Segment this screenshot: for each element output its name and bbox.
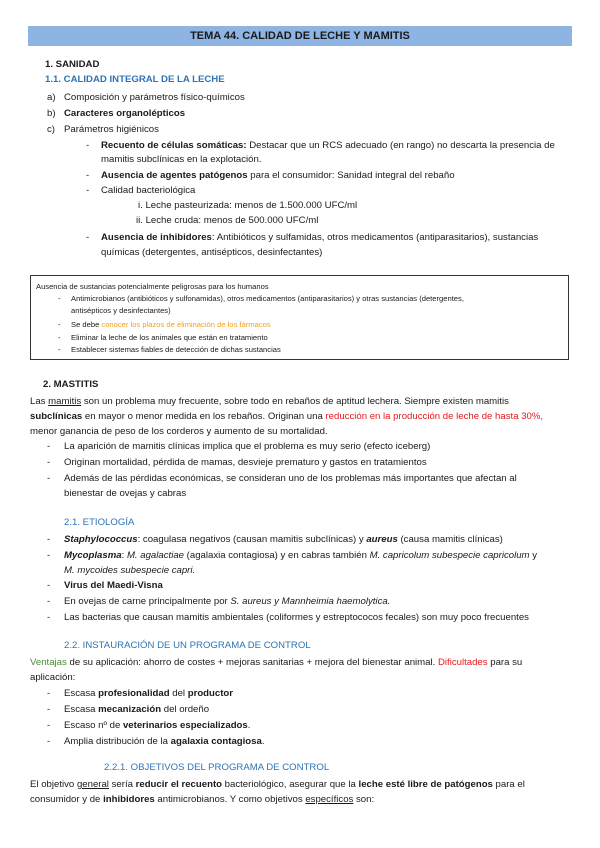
- box-item: Eliminar la leche de los animales que están en tratamiento: [71, 333, 268, 342]
- bullet: -: [47, 704, 51, 715]
- bullet: -: [58, 294, 61, 303]
- list-item-cont: M. mycoides subespecie capri.: [64, 565, 196, 576]
- list-item: La aparición de mamitis clínicas implica que el problema es muy serio (efecto iceberg): [64, 441, 431, 452]
- bullet: -: [47, 596, 51, 607]
- bullet: -: [47, 457, 51, 468]
- paragraph-line: consumidor y de inhibidores antimicrobianos. Y como objetivos específicos son:: [30, 794, 375, 805]
- list-marker: a): [47, 92, 56, 103]
- box-item-cont: antisépticos y desinfectantes): [71, 306, 171, 315]
- subsection-heading-etiologia: 2.1. ETIOLOGÍA: [64, 517, 135, 528]
- paragraph-line: subclínicas en mayor o menor medida en los rebaños. Originan una reducción en la producción de leche de hasta 30%,: [30, 411, 544, 422]
- bullet: -: [86, 232, 90, 243]
- bullet: -: [47, 550, 51, 561]
- section-heading-sanidad: 1. SANIDAD: [45, 59, 100, 70]
- paragraph-line: Ventajas de su aplicación: ahorro de costes + mejoras sanitarias + mejora del bienestar animal. Dificultades para su: [30, 657, 523, 668]
- paragraph: Las mamitis son un problema muy frecuente, sobre todo en rebaños de aptitud lechera. Siempre existen mamitis: [30, 396, 509, 407]
- list-item: Las bacterias que causan mamitis ambientales (coliformes y estreptococos fecales) son muy poco frecuentes: [64, 612, 529, 623]
- list-item: En ovejas de carne principalmente por S. aureus y Mannheimia haemolytica.: [64, 596, 391, 607]
- bullet: -: [58, 345, 61, 354]
- list-item: Originan mortalidad, pérdida de mamas, desvieje prematuro y gastos en tratamientos: [64, 457, 427, 468]
- box-item: Establecer sistemas fiables de detección de dichas sustancias: [71, 345, 281, 354]
- bullet: -: [47, 736, 51, 747]
- list-item-inhibidores: Ausencia de inhibidores: Antibióticos y sulfamidas, otros medicamentos (antiparasitarios), sustancias: [101, 232, 539, 243]
- section-heading-mastitis: 2. MASTITIS: [43, 379, 99, 390]
- list-item-patogenos: Ausencia de agentes patógenos para el consumidor: Sanidad integral del rebaño: [101, 170, 455, 181]
- subsection-heading-calidad-integral: 1.1. CALIDAD INTEGRAL DE LA LECHE: [45, 74, 225, 85]
- paragraph-line: menor ganancia de peso de los corderos y aumento de su mortalidad.: [30, 426, 328, 437]
- bullet: -: [47, 534, 51, 545]
- list-item: Mycoplasma: M. agalactiae (agalaxia contagiosa) y en cabras también M. capricolum subespecie capricolum y: [64, 550, 538, 561]
- list-marker: b): [47, 108, 56, 119]
- list-item-rcs-cont: mamitis subclínicas en la explotación.: [101, 154, 262, 165]
- subsection-heading-objetivos: 2.2.1. OBJETIVOS DEL PROGRAMA DE CONTROL: [104, 762, 330, 773]
- list-item-rcs: Recuento de células somáticas: Destacar que un RCS adecuado (en rango) no descarta la presencia de: [101, 140, 555, 151]
- list-item: Además de las pérdidas económicas, se consideran uno de los problemas más importantes que afectan al: [64, 473, 517, 484]
- box-item: Antimicrobianos (antibióticos y sulfonamidas), otros medicamentos (antiparasitarios) y otras sustancias (detergentes,: [71, 294, 464, 303]
- bullet: -: [47, 720, 51, 731]
- list-item: Parámetros higiénicos: [64, 124, 159, 135]
- bullet: -: [86, 185, 90, 196]
- list-item: Caracteres organolépticos: [64, 108, 186, 119]
- bullet: -: [47, 580, 51, 591]
- bullet: -: [47, 688, 51, 699]
- list-item-cont: bienestar de ovejas y cabras: [64, 488, 187, 499]
- bullet: -: [58, 320, 61, 329]
- list-item: Composición y parámetros físico-químicos: [64, 92, 245, 103]
- box-title: Ausencia de sustancias potencialmente peligrosas para los humanos: [36, 282, 269, 291]
- list-item: Staphylococcus: coagulasa negativos (causan mamitis subclínicas) y aureus (causa mamitis clínicas): [64, 534, 503, 545]
- paragraph-line: aplicación:: [30, 672, 76, 683]
- bullet: -: [47, 473, 51, 484]
- bullet: -: [86, 170, 90, 181]
- sub-item-ii: ii. Leche cruda: menos de 500.000 UFC/ml: [136, 215, 319, 226]
- list-item: Escaso nº de veterinarios especializados.: [64, 720, 251, 731]
- list-marker: c): [47, 124, 55, 135]
- list-item-inhibidores-cont: químicas (detergentes, antisépticos, desinfectantes): [101, 247, 323, 258]
- box-item: Se debe conocer los plazos de eliminación de los fármacos: [71, 320, 271, 329]
- bullet: -: [58, 333, 61, 342]
- bullet: -: [47, 441, 51, 452]
- list-item: Escasa profesionalidad del productor: [64, 688, 234, 699]
- paragraph-line: El objetivo general sería reducir el recuento bacteriológico, asegurar que la leche esté libre de patógenos para el: [30, 779, 525, 790]
- page-title: TEMA 44. CALIDAD DE LECHE Y MAMITIS: [28, 26, 572, 46]
- bullet: -: [47, 612, 51, 623]
- list-item: Virus del Maedi-Visna: [64, 580, 163, 591]
- sub-item-i: i. Leche pasteurizada: menos de 1.500.000 UFC/ml: [138, 200, 358, 211]
- list-item: Escasa mecanización del ordeño: [64, 704, 210, 715]
- list-item-bacteriologica: Calidad bacteriológica: [101, 185, 196, 196]
- subsection-heading-programa-control: 2.2. INSTAURACIÓN DE UN PROGRAMA DE CONTROL: [64, 640, 311, 651]
- list-item: Amplia distribución de la agalaxia contagiosa.: [64, 736, 265, 747]
- bullet: -: [86, 140, 90, 151]
